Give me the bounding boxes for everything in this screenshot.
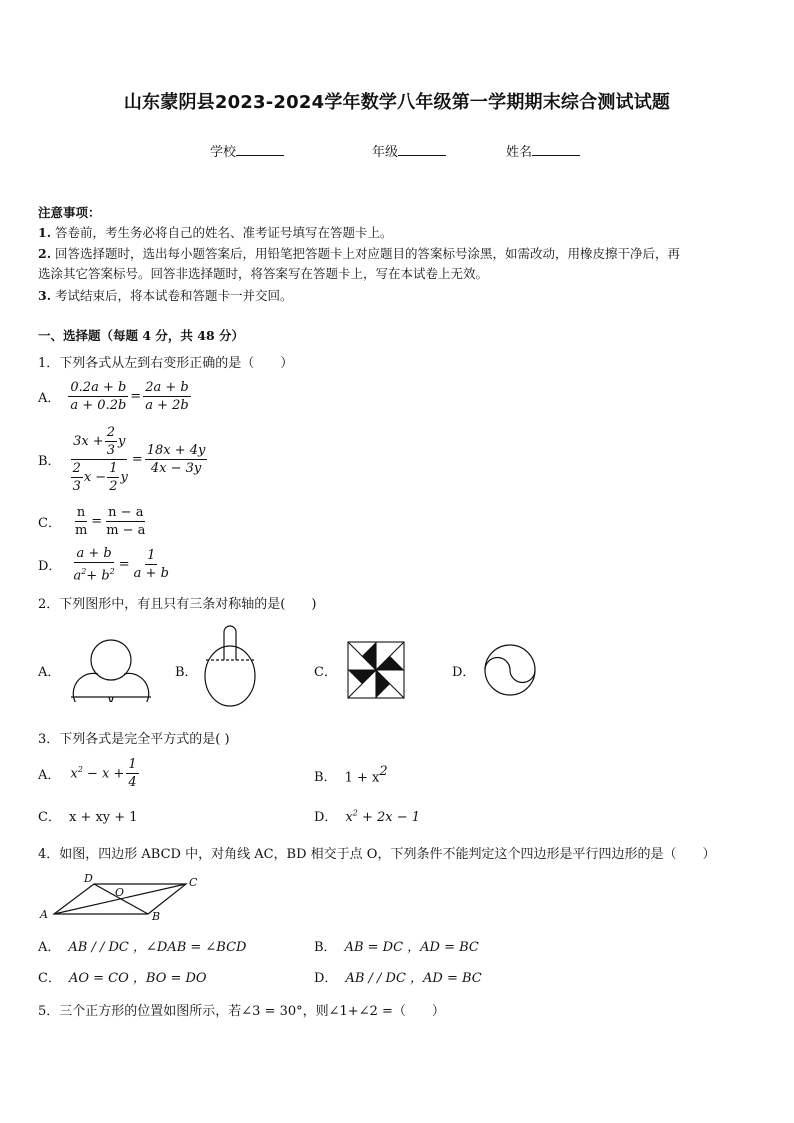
taiji-figure xyxy=(482,642,538,698)
q2-option-a-label: A． xyxy=(38,665,61,680)
q3-option-a xyxy=(38,757,139,790)
question-4-stem: 4．如图，四边形 ABCD 中，对角线 AC，BD 相交于点 O，下列条件不能判定这个四边形是平行四边形的是（ ） xyxy=(38,847,716,862)
condition: AB = DC ，AD = BC xyxy=(344,940,479,955)
pinwheel-blade xyxy=(376,670,390,698)
q1-option-d xyxy=(38,546,171,583)
trefoil-arc-right xyxy=(109,673,149,702)
taiji-s-curve xyxy=(485,658,535,683)
exponent: 2 xyxy=(77,765,83,775)
term-x: x xyxy=(70,766,78,782)
name-blank xyxy=(532,143,580,156)
notice-text: 回答选择题时，选出每小题答案后，用铅笔把答题卡上对应题目的答案标号涂黑，如需改动，用橡皮擦干净后，再 xyxy=(55,246,681,261)
compound-top-b: y xyxy=(117,434,126,449)
fraction-numerator: 2 xyxy=(106,425,115,440)
point-label-b: B xyxy=(152,910,161,923)
option-label: D． xyxy=(38,559,62,575)
q1-option-a xyxy=(38,380,191,413)
option-label: C． xyxy=(38,516,61,531)
fraction-numerator: 1 xyxy=(128,757,137,772)
pinwheel-figure xyxy=(344,638,408,700)
fraction-numerator: 1 xyxy=(109,461,118,476)
pinwheel-blade xyxy=(348,670,376,684)
notice-text: 考试结束后，将本试卷和答题卡一并交回。 xyxy=(55,288,293,303)
option-label: C． xyxy=(38,971,61,986)
grade-label: 年级 xyxy=(372,145,399,160)
parallelogram-figure xyxy=(36,872,206,924)
fraction-denominator: 3 xyxy=(72,479,81,494)
condition: AB / / DC ，∠DAB = ∠BCD xyxy=(68,940,247,955)
condition: AB / / DC ，AD = BC xyxy=(345,971,482,986)
name-label: 姓名 xyxy=(506,145,533,160)
fraction-denominator: 2 xyxy=(109,479,118,494)
point-label-a: A xyxy=(40,908,48,921)
fraction-numerator: 18x + 4y xyxy=(146,443,206,458)
name-field xyxy=(506,141,580,160)
term-rest: − x + xyxy=(82,766,125,782)
notice-item-2 xyxy=(38,244,680,264)
fraction-denominator: a + 0.2b xyxy=(70,398,127,413)
question-2-stem: 2．下列图形中，有且只有三条对称轴的是( ) xyxy=(38,597,317,612)
equals-sign: = xyxy=(91,514,103,529)
term-x: x xyxy=(345,810,353,825)
exponent: 2 xyxy=(379,764,388,779)
denominator-a: a xyxy=(73,568,82,584)
notice-text: 答卷前，考生务必将自己的姓名、准考证号填写在答题卡上。 xyxy=(55,225,393,240)
fraction-numerator: 2 xyxy=(72,461,81,476)
notice-num: 2. xyxy=(38,246,52,261)
q3-option-b xyxy=(314,764,388,785)
notice-item-3 xyxy=(38,286,293,306)
page-title: 山东蒙阴县2023-2024学年数学八年级第一学期期末综合测试试题 xyxy=(123,92,671,113)
fraction-denominator: 4 xyxy=(128,775,137,790)
option-label: B． xyxy=(38,454,61,469)
equals-sign: = xyxy=(130,389,142,404)
notice-item-2-cont: 选涂其它答案标号。回答非选择题时，将答案写在答题卡上，写在本试卷上无效。 xyxy=(38,266,489,281)
fraction-denominator: a + b xyxy=(133,566,169,582)
fraction-denominator: a + 2b xyxy=(145,398,189,413)
option-label: D． xyxy=(314,810,338,825)
grade-blank xyxy=(398,143,446,156)
point-label-c: C xyxy=(189,876,198,889)
q1-option-b xyxy=(38,425,207,494)
expression: x + xy + 1 xyxy=(68,810,138,825)
school-field xyxy=(210,141,284,160)
fraction-denominator: 4x − 3y xyxy=(150,461,202,476)
paddle-figure xyxy=(200,624,264,710)
point-label-d: D xyxy=(84,872,93,885)
equals-sign: = xyxy=(118,557,130,573)
notice-num: 1. xyxy=(38,225,52,240)
option-label: D． xyxy=(314,971,338,986)
q4-option-c xyxy=(38,967,207,986)
q1-option-c xyxy=(38,505,147,538)
option-label: A． xyxy=(38,940,61,955)
exponent: 2 xyxy=(352,808,358,818)
pinwheel-blade xyxy=(376,656,404,670)
question-5-stem: 5．三个正方形的位置如图所示，若∠3 = 30°，则∠1+∠2 =（ ） xyxy=(38,1004,445,1019)
section-heading: 一、选择题（每题 4 分，共 48 分） xyxy=(38,328,245,343)
fraction-numerator: 0.2a + b xyxy=(70,380,127,395)
fraction-numerator: n xyxy=(76,505,86,520)
q2-option-b-label: B． xyxy=(175,665,198,680)
q4-option-a xyxy=(38,936,246,955)
option-label: B． xyxy=(314,940,337,955)
trefoil-figure xyxy=(66,634,156,702)
option-label: C． xyxy=(38,810,61,825)
q2-option-c-label: C． xyxy=(314,665,337,680)
fraction-numerator: 1 xyxy=(147,548,156,564)
trefoil-arc-left xyxy=(73,673,113,702)
term-rest: + 2x − 1 xyxy=(357,810,421,825)
option-label: B． xyxy=(314,770,337,786)
denominator-b: + b xyxy=(86,568,110,584)
school-blank xyxy=(236,143,284,156)
q3-option-c xyxy=(38,806,138,825)
notice-num: 3. xyxy=(38,288,52,303)
option-label: A． xyxy=(38,768,61,783)
condition: AO = CO ，BO = DO xyxy=(68,971,207,986)
option-label: A． xyxy=(38,391,61,406)
notice-item-1 xyxy=(38,223,393,243)
question-1-stem: 1．下列各式从左到右变形正确的是（ ） xyxy=(38,356,294,371)
question-3-stem: 3．下列各式是完全平方式的是( ) xyxy=(38,732,230,747)
compound-bottom-a: x − xyxy=(83,470,107,485)
exponent: 2 xyxy=(109,567,115,576)
point-label-o: O xyxy=(115,886,125,899)
fraction-denominator: m xyxy=(74,523,88,538)
q3-option-d xyxy=(314,806,420,825)
notice-heading: 注意事项： xyxy=(38,205,101,220)
pinwheel-blade xyxy=(362,642,376,670)
exponent: 2 xyxy=(81,567,87,576)
fraction-numerator: a + b xyxy=(76,546,112,561)
q4-option-b xyxy=(314,936,479,955)
expression: 1 + x xyxy=(344,770,380,786)
fraction-numerator: 2a + b xyxy=(145,380,189,395)
paddle-head xyxy=(205,646,255,706)
equals-sign: = xyxy=(131,452,143,467)
compound-bottom-b: y xyxy=(120,470,128,485)
q4-option-d xyxy=(314,967,482,986)
q2-option-d-label: D． xyxy=(452,665,476,680)
grade-field xyxy=(372,141,446,160)
compound-top-a: 3x + xyxy=(73,434,104,449)
fraction-denominator: 3 xyxy=(106,443,115,458)
school-label: 学校 xyxy=(210,145,237,160)
fraction-numerator: n − a xyxy=(108,505,144,520)
paddle-handle xyxy=(224,626,236,660)
fraction-denominator: m − a xyxy=(106,523,146,538)
